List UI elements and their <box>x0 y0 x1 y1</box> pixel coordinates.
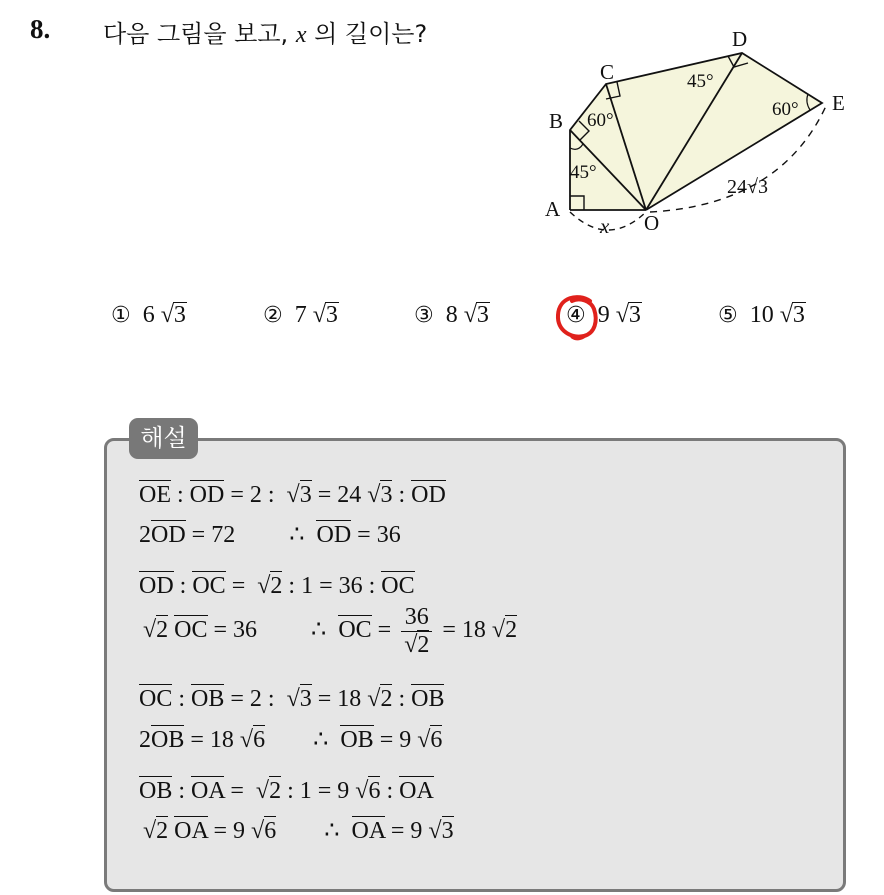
sqrt-symbol: √3 <box>160 302 186 328</box>
question-text-suffix: 의 길이는? <box>306 20 428 48</box>
answer-choices <box>0 302 884 338</box>
label-point-a: A <box>545 197 561 221</box>
fraction: $\frac{36}{√2}$ <box>401 604 432 659</box>
choice-radicand: 3 <box>325 302 338 328</box>
question-variable: x <box>295 22 307 48</box>
solution-line-1: OE : OD = 2 : √3 = 24 √3 : OD <box>139 482 446 508</box>
solution-line-4: √2 OC = 36 ∴ OC = $\frac{36}{√2}$ = 18 √2 <box>143 604 518 658</box>
choice-number: ① <box>111 303 131 328</box>
geometry-figure <box>530 22 860 240</box>
label-point-d: D <box>732 27 748 51</box>
solution-line-2: 2OD = 72 ∴ OD = 36 <box>139 522 401 548</box>
solution-tag: 해설 <box>129 418 198 459</box>
choice-3[interactable] <box>414 302 490 329</box>
label-point-b: B <box>549 109 564 133</box>
label-angle-c-60: 60° <box>587 110 614 131</box>
label-point-e: E <box>832 91 845 115</box>
choice-number: ④ <box>566 303 586 328</box>
label-point-o: O <box>644 211 660 235</box>
solution-line-6: 2OB = 18 √6 ∴ OB = 9 √6 <box>139 727 443 753</box>
choice-number: ③ <box>414 303 434 328</box>
choice-number: ⑤ <box>718 303 738 328</box>
sqrt-symbol: √3 <box>615 302 641 328</box>
solution-line-8: √2 OA = 9 √6 ∴ OA = 9 √3 <box>143 818 454 844</box>
choice-coef: 7 <box>294 302 307 328</box>
sqrt-symbol: √3 <box>463 302 489 328</box>
answer-circle-mark-icon <box>554 293 600 343</box>
solution-line-5: OC : OB = 2 : √3 = 18 √2 : OB <box>139 686 445 712</box>
choice-2[interactable] <box>263 302 339 329</box>
choice-radicand: 3 <box>476 302 489 328</box>
label-point-c: C <box>600 60 615 84</box>
label-angle-d-45: 45° <box>687 71 714 92</box>
choice-1[interactable] <box>111 302 187 329</box>
choice-coef: 6 <box>142 302 155 328</box>
choice-coef: 9 <box>597 302 610 328</box>
question-text <box>103 14 427 49</box>
choice-coef: 8 <box>445 302 458 328</box>
label-angle-e-60: 60° <box>772 99 799 120</box>
choice-radicand: 3 <box>628 302 641 328</box>
solution-line-3: OD : OC = √2 : 1 = 36 : OC <box>139 573 415 599</box>
solution-line-7: OB : OA = √2 : 1 = 9 √6 : OA <box>139 778 434 804</box>
question-number: 8. <box>30 14 51 44</box>
sqrt-symbol: √3 <box>779 302 805 328</box>
choice-radicand: 3 <box>173 302 186 328</box>
label-oe-length: 24√3 <box>727 176 768 198</box>
sqrt-symbol: √3 <box>312 302 338 328</box>
label-x: x <box>600 214 610 238</box>
choice-radicand: 3 <box>792 302 805 328</box>
choice-5[interactable] <box>718 302 806 329</box>
label-angle-b-45: 45° <box>570 162 597 183</box>
choice-number: ② <box>263 303 283 328</box>
question-text-prefix: 다음 그림을 보고, <box>103 20 296 48</box>
choice-coef: 10 <box>749 302 774 328</box>
